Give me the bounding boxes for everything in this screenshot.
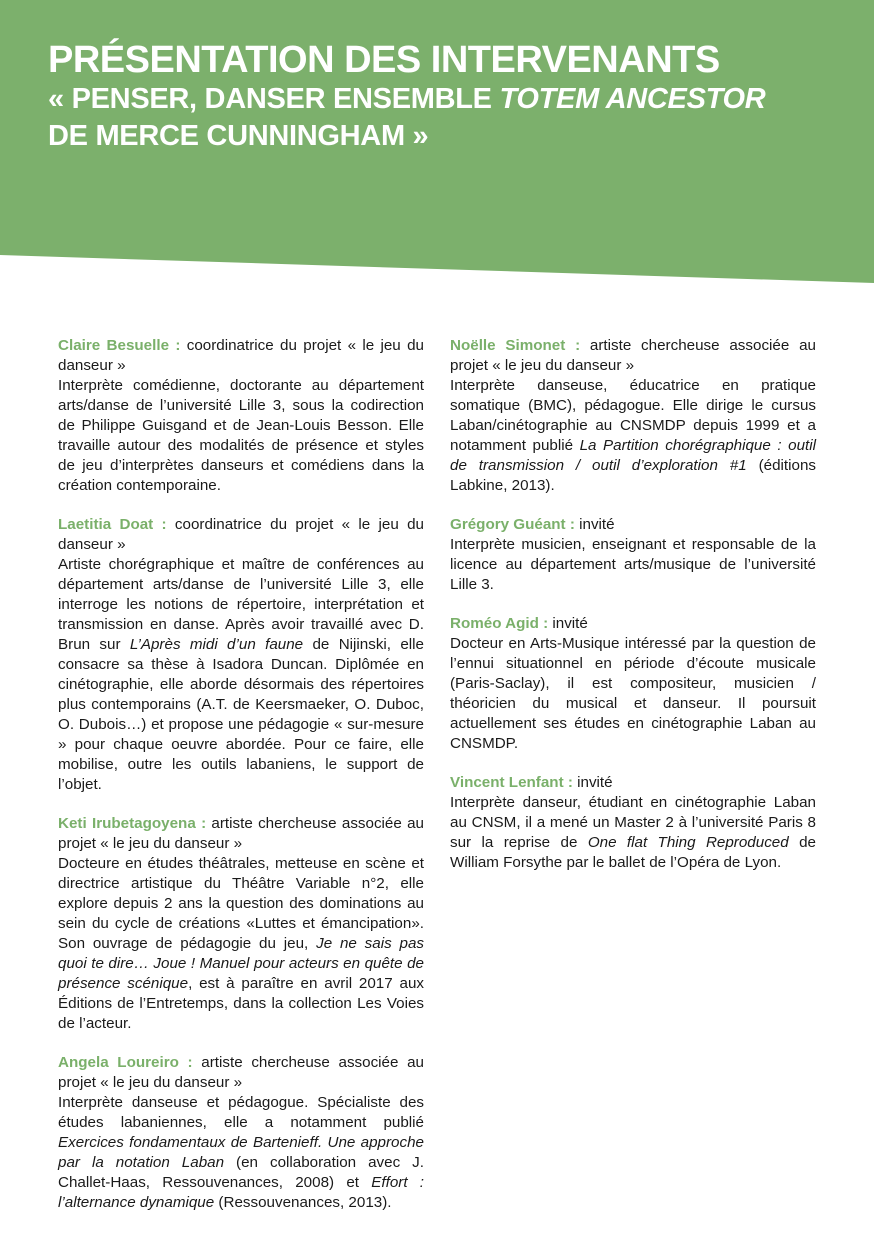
bio-role: coordinatrice du projet « le jeu du danseur » — [58, 337, 424, 374]
bio-name: Angela Loureiro : — [58, 1054, 193, 1071]
bio-heading — [450, 336, 816, 376]
bio-role: invité — [572, 774, 613, 791]
bio-name: Claire Besuelle : — [58, 337, 181, 354]
bio-text-italic: One flat Thing Reproduced — [587, 834, 789, 851]
bio-text-part: Artiste chorégraphique et maître de conférences au département arts/danse de l’université Lille 3, elle interroge les notions de répertoire, interprétation et transmission en danse. Après avoir travaillé avec D. Brun sur — [58, 556, 424, 653]
bio-text-italic: Je ne sais pas quoi te dire… Joue ! Manuel pour acteurs en quête de présence scénique — [58, 935, 424, 992]
bio-angela-loureiro — [58, 1053, 424, 1213]
bio-text — [58, 1093, 424, 1213]
bio-heading — [58, 515, 424, 555]
bio-text-part: , est à paraître en avril 2017 aux Éditions de l’Entretemps, dans la collection Les Voies de l’acteur. — [58, 975, 424, 1032]
right-column — [450, 336, 816, 892]
bio-text-part: de Nijinski, elle consacre sa thèse à Isadora Duncan. Diplômée en cinétographie, elle aborde désormais des répertoires plus contemporains (A.T. de Keersmaeker, O. Duboc, O. Dubois…) et propose une pédagogie « sur-mesure » pour chaque oeuvre abordée. Pour ce faire, elle mobilise, outre les outils labaniens, le support de l’objet. — [58, 636, 424, 793]
bio-heading — [58, 1053, 424, 1093]
bio-claire-besuelle — [58, 336, 424, 496]
bio-text: Interprète musicien, enseignant et responsable de la licence au département arts/musique de l’université Lille 3. — [450, 536, 816, 593]
bio-text-italic: La Partition chorégraphique : outil de transmission / outil d’exploration #1 — [450, 437, 816, 474]
bio-text — [450, 793, 816, 873]
title-line-2 — [48, 81, 765, 118]
bio-text-part: Interprète danseur, étudiant en cinétographie Laban au CNSM, il a mené un Master 2 à l’université Paris 8 sur la reprise de — [450, 794, 816, 851]
bio-heading — [58, 814, 424, 854]
bio-name: Vincent Lenfant : — [450, 774, 573, 791]
bio-text-part: Docteure en études théâtrales, metteuse en scène et directrice artistique du Théâtre Variable n°2, elle explore depuis 2 ans la question des dominations au sein du cycle de créations «Luttes et émancipation». Son ouvrage de pédagogie du jeu, — [58, 855, 424, 952]
bio-role: invité — [574, 516, 615, 533]
bio-role: artiste chercheuse associée au projet « le jeu du danseur » — [58, 815, 425, 852]
bio-role: artiste chercheuse associée au projet « le jeu du danseur » — [58, 1054, 424, 1091]
bio-heading — [58, 336, 424, 376]
bio-text-italic: Effort : l’alternance dynamique — [58, 1174, 425, 1211]
bio-text — [58, 555, 424, 795]
bio-text-part: Interprète danseuse, éducatrice en pratique somatique (BMC), pédagogue. Elle dirige le cursus Laban/cinétographie au CNSMDP depuis 1999 et a notamment publié — [450, 377, 816, 454]
bio-role: invité — [548, 615, 588, 632]
bio-text: Interprète comédienne, doctorante au département arts/danse de l’université Lille 3, sous la codirection de Philippe Guisgand et de Jean-Louis Besson. Elle travaille autour des modalités de présence et styles de jeu d’interprètes danseurs et comédiens dans la création contemporaine. — [58, 377, 424, 494]
bio-text-part: de William Forsythe par le ballet de l’Opéra de Lyon. — [450, 834, 816, 871]
bio-heading — [450, 614, 816, 634]
header-banner — [0, 0, 874, 290]
bio-text-part: (Ressouvenances, 2013). — [214, 1194, 392, 1211]
title-line-2-italic: TOTEM ANCESTOR — [499, 83, 766, 115]
bio-text — [450, 376, 816, 496]
bio-text-italic: L’Après midi d’un faune — [129, 636, 304, 653]
left-column — [58, 336, 424, 1232]
page-title — [48, 40, 765, 155]
title-line-3: DE MERCE CUNNINGHAM » — [48, 120, 429, 152]
bio-keti-irubetagoyena — [58, 814, 424, 1034]
bio-heading — [450, 515, 816, 535]
bio-name: Laetitia Doat : — [58, 516, 167, 533]
title-line-1: PRÉSENTATION DES INTERVENANTS — [48, 39, 720, 81]
title-line-2-text: « PENSER, DANSER ENSEMBLE — [48, 83, 500, 115]
bio-text-part: (éditions Labkine, 2013). — [450, 457, 816, 494]
bio-gregory-gueant — [450, 515, 816, 595]
bio-laetitia-doat — [58, 515, 424, 795]
bio-text — [58, 854, 424, 1034]
bio-text-italic: Exercices fondamentaux de Bartenieff. Une approche par la notation Laban — [58, 1134, 424, 1171]
bio-heading — [450, 773, 816, 793]
bio-name: Roméo Agid : — [450, 615, 549, 632]
bio-role: artiste chercheuse associée au projet « le jeu du danseur » — [450, 337, 816, 374]
bio-vincent-lenfant — [450, 773, 816, 873]
bio-role: coordinatrice du projet « le jeu du danseur » — [58, 516, 424, 553]
bio-romeo-agid — [450, 614, 816, 754]
bio-text-part: (en collaboration avec J. Challet-Haas, Ressouvenances, 2008) et — [58, 1154, 424, 1191]
bio-text-part: Interprète danseuse et pédagogue. Spécialiste des études labaniennes, elle a notamment publié — [58, 1094, 424, 1131]
bio-name: Keti Irubetagoyena : — [58, 815, 207, 832]
bio-name: Grégory Guéant : — [450, 516, 575, 533]
bio-name: Noëlle Simonet : — [450, 337, 581, 354]
bio-text: Docteur en Arts-Musique intéressé par la question de l’ennui situationnel en période d’écoute musicale (Paris-Saclay), il est compositeur, musicien / théoricien du musical et danseur. Il poursuit actuellement ses études en cinétographie Laban au CNSMDP. — [450, 635, 816, 752]
bio-noelle-simonet — [450, 336, 816, 496]
